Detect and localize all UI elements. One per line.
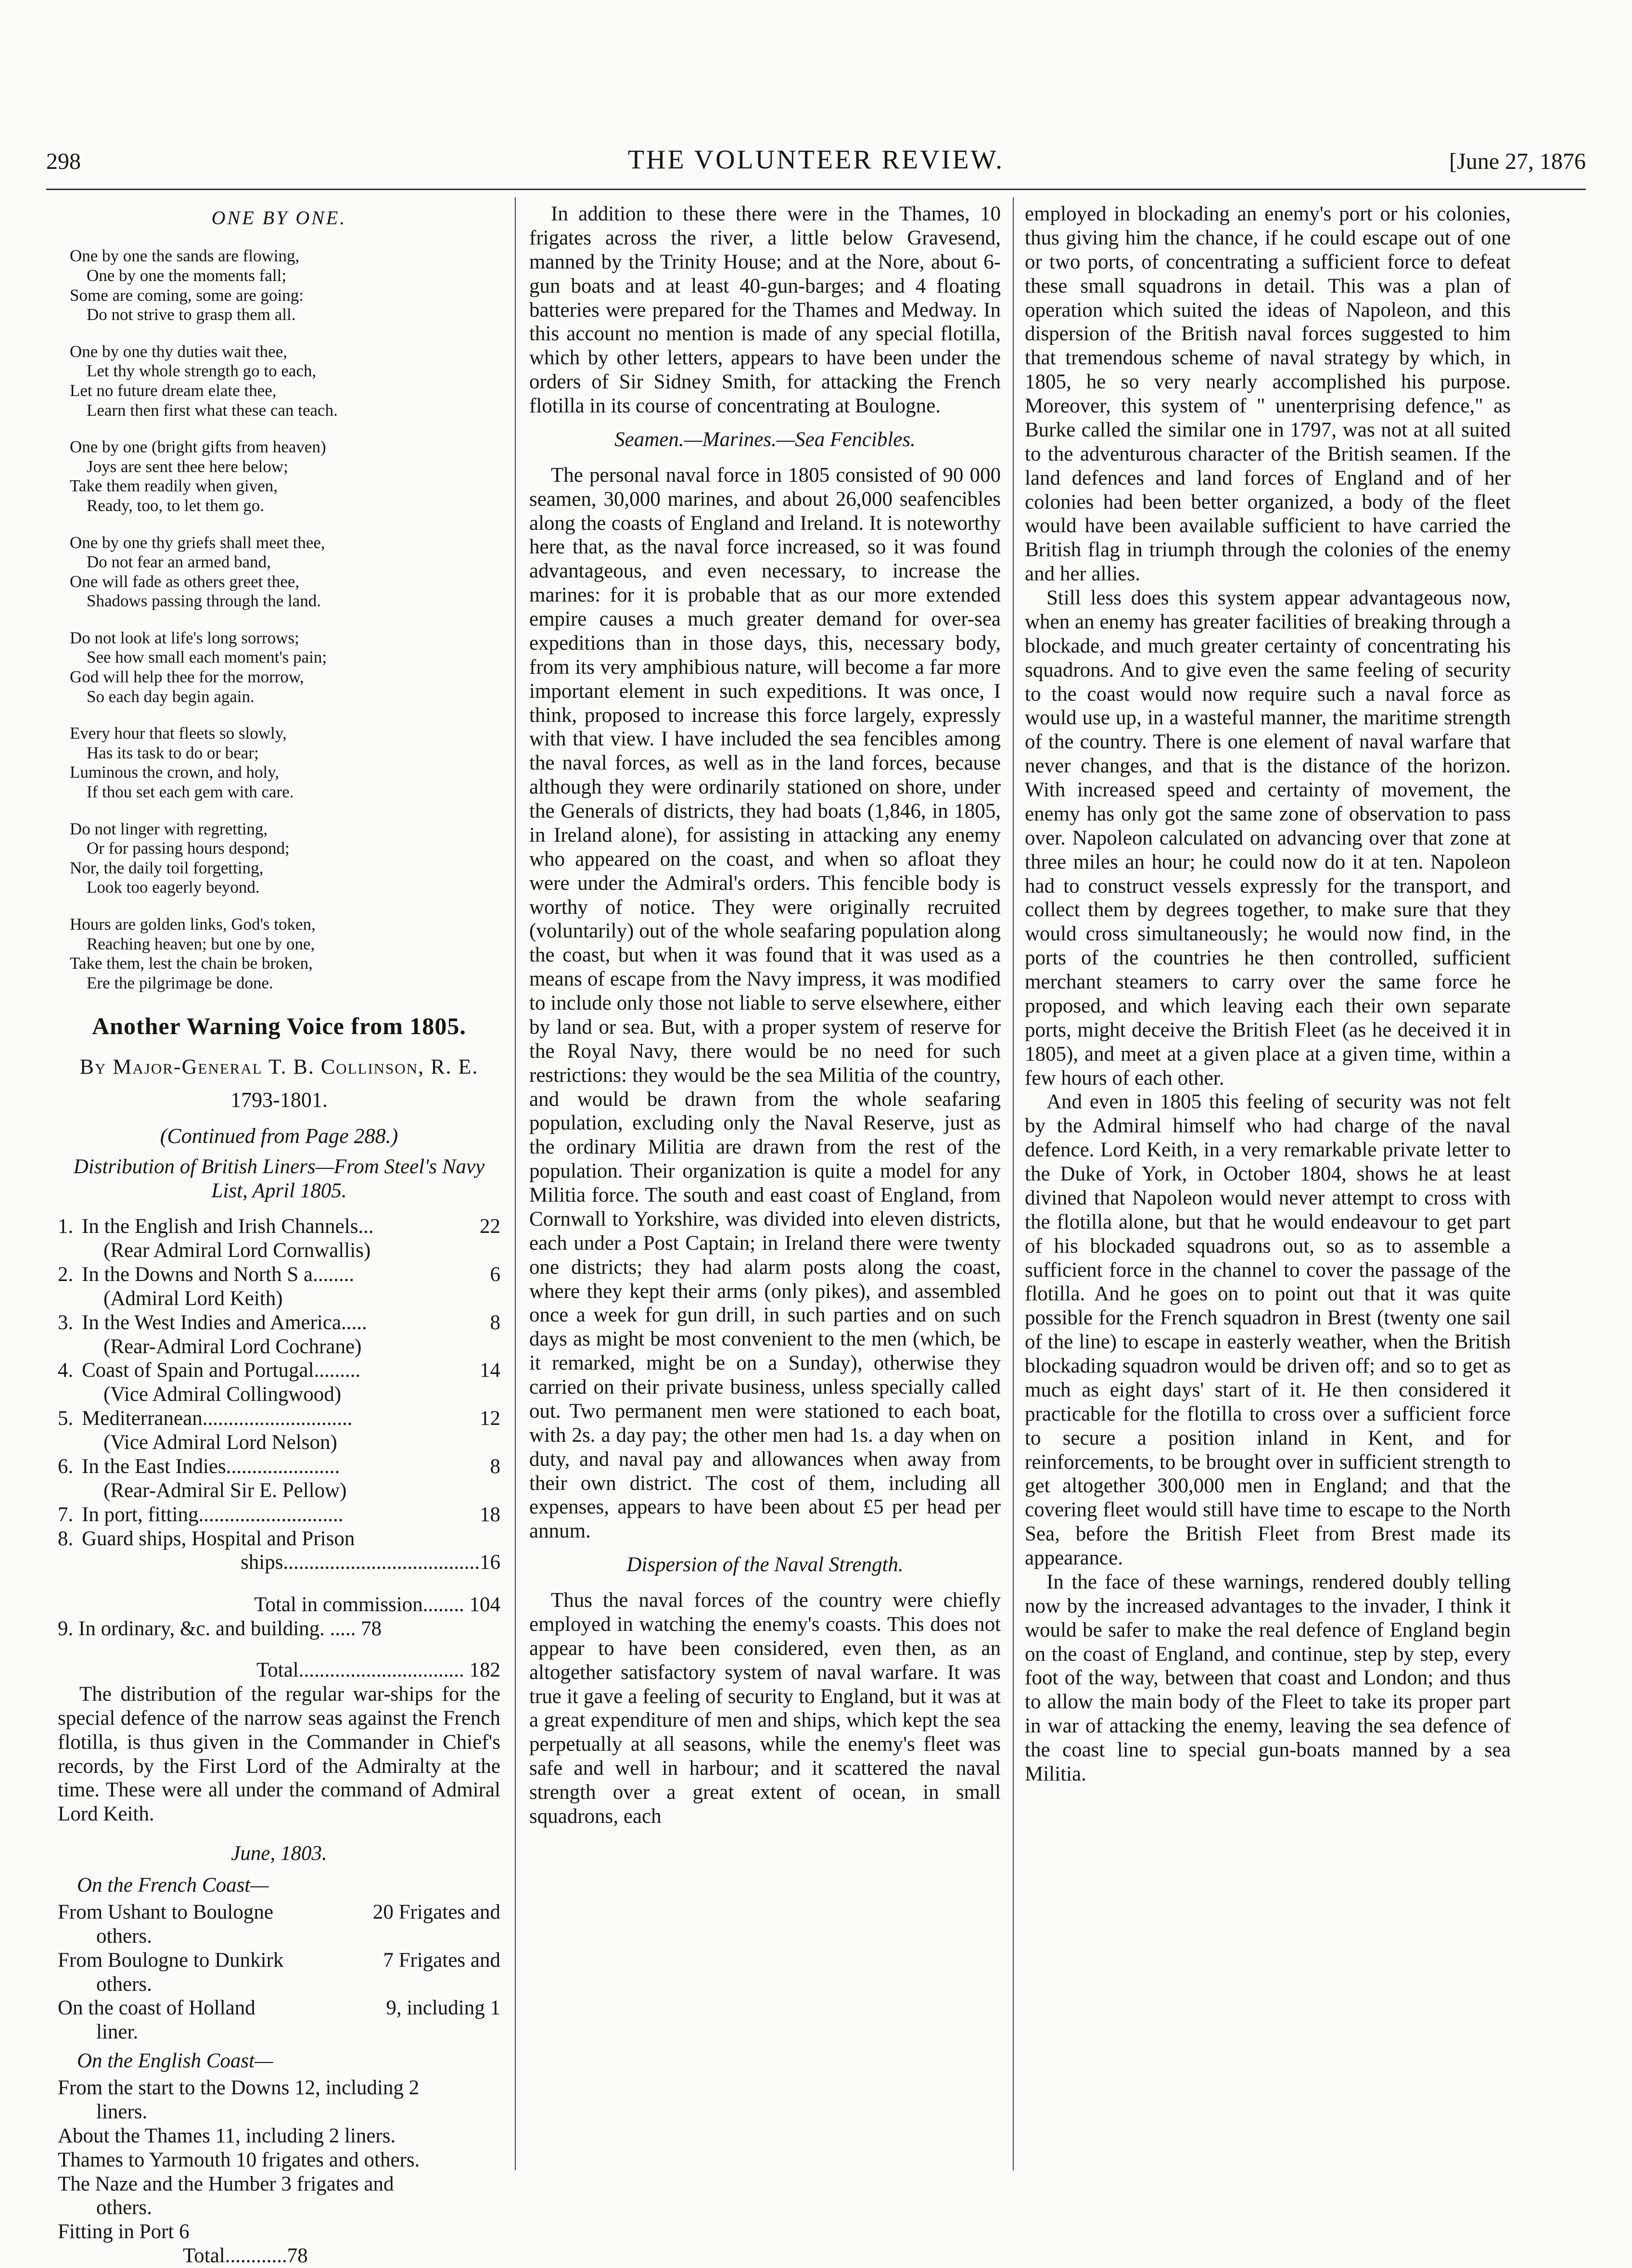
poem-stanza [70,533,500,611]
poem-line: Every hour that fleets so slowly, [70,724,287,743]
item-commander: (Admiral Lord Keith) [103,1287,283,1310]
poem-line: Luminous the crown, and holy, [70,763,280,782]
item-text: In the West Indies and America..... [82,1311,367,1334]
item-value: 14 [480,1359,500,1382]
item-text: Guard ships, Hospital and Prison [82,1527,355,1550]
column-3 [1025,202,1511,1786]
item-value: 18 [480,1503,500,1526]
item-number: 4. [58,1359,74,1382]
coast-line: Fitting in Port 6 [58,2220,190,2243]
poem-line: Do not look at life's long sorrows; [70,628,299,647]
issue-date: [June 27, 1876 [1449,149,1586,174]
coast-row [58,1996,500,2020]
english-coast-heading: On the English Coast— [77,2050,273,2073]
date-heading: June, 1803. [231,1842,327,1865]
item-value: 6 [490,1263,500,1286]
poem-line: One by one (bright gifts from heaven) [70,437,326,457]
section-heading: Dispersion of the Naval Strength. [626,1553,904,1576]
list-item [58,1358,500,1383]
list-item [58,1527,500,1551]
item-number: 1. [58,1215,74,1238]
paragraph: And even in 1805 this feeling of security was not felt by the Admiral himself who had charge of the naval defence. Lord Keith, in a very remarkable private letter to the Duke of York, in October 1804, shows he at least divined that Napoleon would never attempt to cross with the flotilla alone, but that he would endeavour to get part of his blockaded squadrons out, so as to assemble a sufficient force in the channel to cover the passage of the flotilla. And he goes on to point out that it was quite possible for the French squadron in Brest (twenty one sail of the line) to escape in easterly weather, when the British blockading squadron would be driven off; and so to get as much as eight days' start of it. He then considered it practicable for the flotilla to cross over a sufficient force to secure a position inland in Kent, and for reinforcements, to be brought over in sufficient strength to get altogether 300,000 men in England; and that the covering fleet would still have time to escape to the North Sea, before the British Fleet from Brest made its appearance. [1025,1090,1511,1569]
poem-stanza [70,437,500,515]
item-text: In the Downs and North S a........ [82,1263,355,1286]
item-text: In port, fitting............................ [82,1503,344,1526]
paragraph: employed in blockading an enemy's port or his colonies, thus giving him the chance, if he could escape out of one or two ports, of concentrating a sufficient force to defeat these small squadrons in detail. This was a plan of operation which suited the ideas of Napoleon, and this dispersion of the British naval forces suggested to him that tremendous scheme of naval strategy by which, in 1805, he so very nearly accomplished his purpose. Moreover, this system of " unenterprising defence," as Burke called the similar one in 1797, was not at all suited to the adventurous character of the British seamen. If the land defences and land forces of England and of her colonies had been better organized, a body of the fleet would have been available sufficient to have carried the British flag in triumph through the colonies of the enemy and her allies. [1025,203,1511,586]
coast-line: About the Thames 11, including 2 liners. [58,2124,396,2147]
poem-stanza [70,724,500,802]
journal-title: THE VOLUNTEER REVIEW. [627,145,1005,175]
article-byline: By Major-General T. B. Collinson, R. E. [79,1055,479,1079]
column-rule [515,197,516,2170]
item-text: Mediterranean............................. [82,1407,353,1430]
column-rule [1013,197,1014,2170]
page-header [46,144,1586,183]
poem-line: Reaching heaven; but one by one, [87,934,315,953]
item-value [472,1527,500,1551]
french-coast-heading: On the French Coast— [77,1874,269,1897]
poem-line: So each day begin again. [87,687,255,706]
item-number: 2. [58,1263,74,1286]
coast-force-cont: others. [96,1924,152,1948]
coast-line: Total............78 [183,2244,308,2268]
item-value: 8 [490,1311,500,1334]
list-item [58,1263,500,1287]
poem-line: See how small each moment's pain; [87,648,327,667]
coast-line: liners. [96,2100,148,2123]
coast-name: From Boulogne to Dunkirk [58,1948,284,1972]
paragraph: Still less does this system appear advantageous now, when an enemy has greater facilities of breaking through a blockade, and much greater certainty of concentrating his squadrons. And to give even the same feeling of security to the coast would now require such a naval force as would use up, in a wasteful manner, the maritime strength of the country. There is one element of naval warfare that never changes, and that is the distance of the horizon. With increased speed and certainty of movement, the enemy has only got the same zone of observation to pass over. Napoleon calculated on advancing over that zone at three miles an hour; he could now do it at ten. Napoleon had to construct vessels expressly for the transport, and collect them by degrees together, to make sure that they would cross simultaneously; he would now find, in the ports of the countries he then controlled, sufficient merchant steamers to carry over the same force he proposed, and which leaving each their own separate ports, might deceive the British Fleet (as he deceived it in 1805), and meet at a given place at a given time, within a few hours of each other. [1025,587,1511,1089]
poem-title: ONE BY ONE. [211,207,347,229]
poem-stanza [70,628,500,706]
poem-line: One by one the moments fall; [87,266,287,285]
poem-line: Hours are golden links, God's token, [70,915,316,934]
poem-line: Take them, lest the chain be broken, [70,954,313,973]
poem-line: Nor, the daily toil forgetting, [70,858,264,877]
poem-line: Do not strive to grasp them all. [87,305,296,324]
coast-row [58,1948,500,1973]
column-2 [529,202,1001,1829]
poem-line: Do not linger with regretting, [70,819,268,838]
poem-line: Some are coming, some are going: [70,285,304,305]
coast-line: Thames to Yarmouth 10 frigates and others. [58,2148,420,2171]
item-value: 12 [480,1407,500,1430]
item-commander: (Rear-Admiral Lord Cochrane) [103,1335,362,1358]
poem-line: Has its task to do or bear; [87,743,259,762]
item-text: In the East Indies...................... [82,1455,340,1478]
poem [58,246,500,993]
continued-note: (Continued from Page 288.) [160,1124,398,1148]
english-coast-list [58,2076,500,2268]
paragraph: The distribution of the regular war-ships for the special defence of the narrow seas against the French flotilla, is thus given in the Commander in Chief's records, by the First Lord of the Admiralty at the time. These were all under the command of Admiral Lord Keith. [58,1682,500,1826]
column-1 [58,202,500,2268]
list-item [58,1407,500,1431]
coast-force: 7 Frigates and [383,1948,500,1972]
coast-row [58,1900,500,1924]
distribution-heading: Distribution of British Liners—From Steel's Navy List, April 1805. [73,1155,485,1203]
coast-line: others. [96,2196,152,2219]
list-item [58,1311,500,1335]
ordinary-line: 9. In ordinary, &c. and building. ..... 78 [58,1617,382,1640]
item-text: In the English and Irish Channels... [82,1215,374,1238]
item-number: 5. [58,1407,74,1430]
poem-line: One by one thy griefs shall meet thee, [70,533,325,552]
poem-line: One by one the sands are flowing, [70,246,300,266]
poem-line: God will help thee for the morrow, [70,667,304,687]
poem-line: Let no future dream elate thee, [70,381,277,400]
coast-line: The Naze and the Humber 3 frigates and [58,2172,394,2195]
item-value: 22 [480,1215,500,1238]
article-years: 1793-1801. [230,1088,328,1112]
list-item [58,1503,500,1527]
poem-stanza [70,915,500,993]
total-commission: Total in commission........ 104 [254,1593,500,1616]
item-number: 3. [58,1311,74,1334]
coast-force-cont: liner. [96,2021,139,2044]
item-number: 7. [58,1503,74,1526]
item-commander: (Vice Admiral Collingwood) [103,1383,342,1406]
item-number: 6. [58,1455,74,1478]
coast-name: On the coast of Holland [58,1997,255,2020]
list-item [58,1215,500,1239]
item-commander: (Vice Admiral Lord Nelson) [103,1431,337,1454]
item-commander: ships......................................16 [241,1551,500,1574]
coast-force: 20 Frigates and [372,1900,500,1923]
paragraph: The personal naval force in 1805 consisted of 90 000 seamen, 30,000 marines, and about 26,000 seafencibles along the coasts of England and Ireland. It is noteworthy here that, as the naval force increased, so it was found advantageous, and even necessary, to increase the marines: for it is probable that as our more extended empire causes a much greater demand for over-sea expeditions than in those days, this, necessary body, from its very amphibious nature, will become a far more important element in such expeditions. It was once, I think, proposed to increase this force largely, expressly with that view. I have included the sea fencibles among the naval forces, as well as in the land forces, because although they were ordinarily stationed on shore, under the Generals of districts, they had boats (1,846, in 1805, in Ireland alone), for assisting in attacking any enemy who appeared on the coast, and when so afloat they were under the Admiral's orders. This fencible body is worthy of notice. They were originally recruited (voluntarily) out of the whole seafaring population along the coast, but when it was found that it was used as a means of escape from the Navy impress, it was modified to include only those not liable to serve elsewhere, either by land or sea. But, with a proper system of reserve for the Royal Navy, there would be no need for such restrictions: they would be the sea Militia of the country, and would be drawn from the whole seafaring population, excluding only the Naval Reserve, just as the ordinary Militia are drawn from the rest of the population. Their organization is quite a model for any Militia force. The south and east coast of England, from Cornwall to Yorkshire, was divided into eleven districts, each under a Post Captain; in Ireland there were twenty one districts; they had alarm posts along the coast, where they kept their arms (only pikes), and assembled once a week for gun drill, in such parties and on such days as might be most convenient to the men (which, be it remarked, might be on a Sunday), otherwise they carried on their private business, unless specially called out. Two permanent men were stationed to each boat, with 2s. a day pay; the other men had 1s. a day when on duty, and naval pay and allowances when away from their own district. The cost of them, including all expenses, appears to have been about £5 per head per annum. [529,463,1001,1543]
item-commander: (Rear-Admiral Sir E. Pellow) [103,1479,347,1502]
poem-line: Let thy whole strength go to each, [87,361,317,381]
poem-stanza [70,246,500,324]
poem-stanza [70,342,500,420]
poem-line: Joys are sent thee here below; [87,457,288,476]
poem-line: One will fade as others greet thee, [70,572,300,591]
grand-total: Total................................ 182 [256,1659,500,1682]
section-heading: Seamen.—Marines.—Sea Fencibles. [614,428,916,451]
poem-line: Ere the pilgrimage be done. [87,973,273,992]
poem-line: One by one thy duties wait thee, [70,342,287,361]
poem-line: Ready, too, to let them go. [87,496,265,515]
liners-list [58,1215,500,1575]
header-rule [46,189,1586,190]
list-item [58,1455,500,1479]
poem-line: Look too eagerly beyond. [87,878,260,897]
poem-line: Learn then first what these can teach. [87,400,338,420]
item-commander: (Rear Admiral Lord Cornwallis) [103,1239,371,1262]
poem-line: Or for passing hours despond; [87,839,290,858]
coast-force: 9, including 1 [386,1997,500,2020]
article-title: Another Warning Voice from 1805. [92,1012,466,1040]
poem-line: Do not fear an armed band, [87,552,271,572]
paragraph: In the face of these warnings, rendered doubly telling now by the increased advantages to the invader, I think it would be safer to make the real defence of England begin on the coast of England, and continue, step by step, every foot of the way, between that coast and London; and thus to allow the main body of the Fleet to take its proper part in war of attacking the enemy, leaving the sea defence of the coast line to special gun-boats manned by a sea Militia. [1025,1570,1511,1785]
paragraph: Thus the naval forces of the country were chiefly employed in watching the enemy's coasts. This does not appear to have been considered, even then, as an altogether satisfactory system of naval warfare. It was true it gave a feeling of security to England, but it was at a great expenditure of men and ships, which kept the sea perpetually at all seasons, while the enemy's fleet was safe and well in harbour; and it scattered the naval strength over a great extent of ocean, in small squadrons, each [529,1589,1001,1828]
paragraph: In addition to these there were in the Thames, 10 frigates across the river, a little below Gravesend, manned by the Trinity House; and at the Nore, about 6-gun boats and at least 40-gun-barges; and 4 floating batteries were prepared for the Thames and Medway. In this account no mention is made of any special flotilla, which by other letters, appears to have been under the orders of Sir Sidney Smith, for attacking the French flotilla in its course of concentrating at Boulogne. [529,203,1001,417]
item-text: Coast of Spain and Portugal......... [82,1359,361,1382]
coast-name: From Ushant to Boulogne [58,1900,273,1923]
coast-line: From the start to the Downs 12, including 2 [58,2076,420,2100]
poem-stanza [70,820,500,897]
poem-line: Shadows passing through the land. [87,591,321,611]
coast-force-cont: others. [96,1973,152,1996]
item-value: 8 [490,1455,500,1478]
coast-rows [58,1900,500,2044]
poem-line: Take them readily when given, [70,476,278,496]
item-number: 8. [58,1527,74,1550]
page-number: 298 [46,149,81,174]
poem-line: If thou set each gem with care. [87,782,294,802]
